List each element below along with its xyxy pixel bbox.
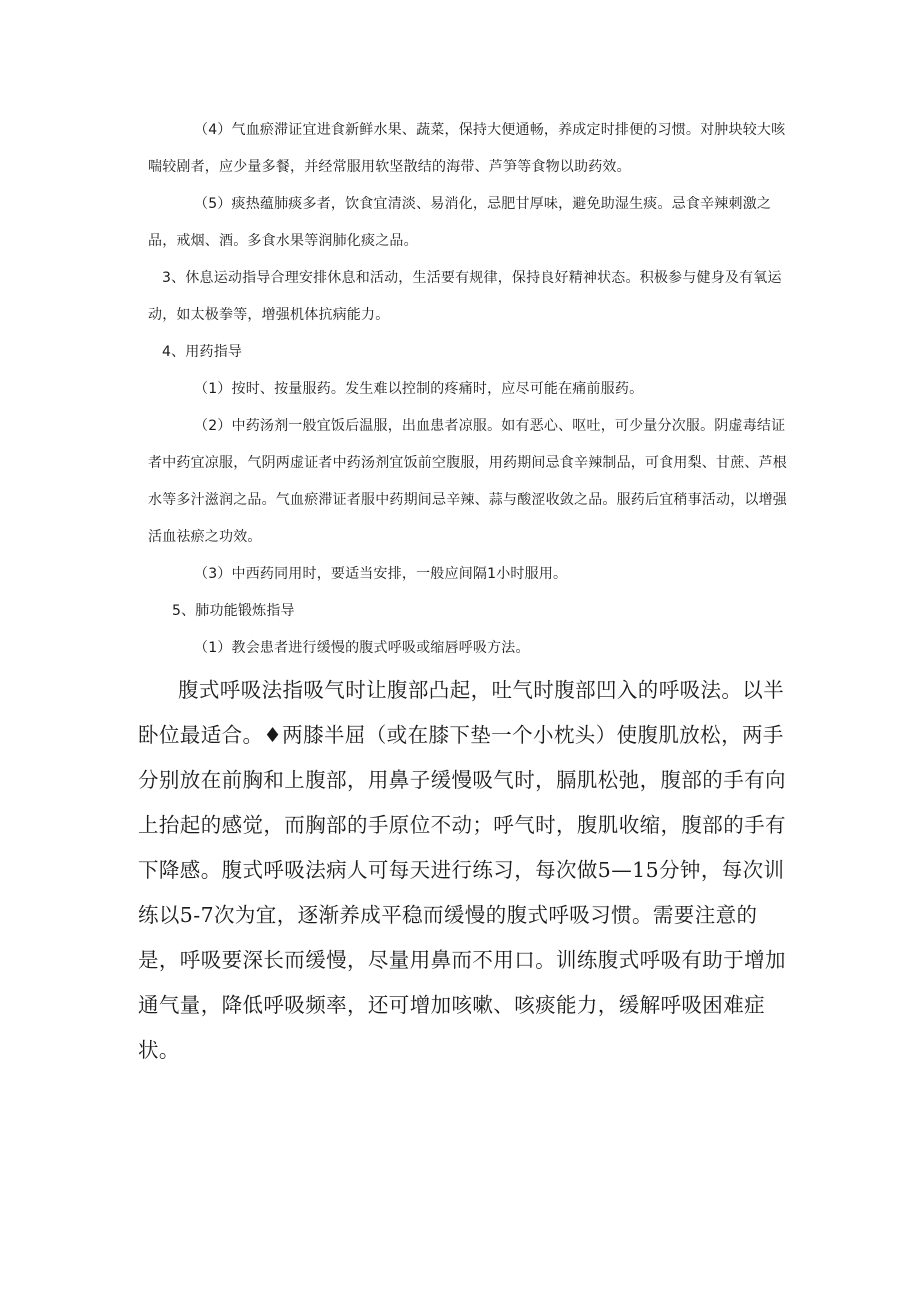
section-heading-medication: 4、用药指导 — [162, 344, 243, 360]
paragraph-diet-qi-blood-stasis: （4）气血瘀滞证宜进食新鲜水果、蔬菜，保持大便通畅，养成定时排便的习惯。对肿块较大咳喘较剧者，应少量多餐，并经常服用软坚散结的海带、芦笋等食物以助药效。 — [148, 122, 786, 175]
paragraph-rest-exercise: 3、休息运动指导合理安排休息和活动，生活要有规律，保持良好精神状态。积极参与健身及有氧运动，如太极拳等，增强机体抗病能力。 — [148, 270, 782, 323]
paragraph-medication-2: （2）中药汤剂一般宜饭后温服，出血患者凉服。如有恶心、呕吐，可少量分次服。阴虚毒结证者中药宜凉服，气阴两虚证者中药汤剂宜饭前空腹服，用药期间忌食辛辣制品，可食用梨、甘蔗、芦根水等多汁滋润之品。气血瘀滞证者服中药期间忌辛辣、蒜与酸涩收敛之品。服药后宜稍事活动，以增强活血祛瘀之功效。 — [148, 418, 787, 545]
section-heading-lung-function: 5、肺功能锻炼指导 — [172, 603, 295, 619]
paragraph-medication-3: （3）中西药同用时，要适当安排，一般应间隔1小时服用。 — [194, 566, 568, 582]
paragraph-diet-phlegm-heat: （5）痰热蕴肺痰多者，饮食宜清淡、易消化，忌肥甘厚味，避免助湿生痰。忌食辛辣刺激之品，戒烟、酒。多食水果等润肺化痰之品。 — [148, 196, 772, 249]
paragraph-medication-1: （1）按时、按量服药。发生难以控制的疼痛时，应尽可能在痛前服药。 — [194, 381, 644, 397]
paragraph-abdominal-breathing: 腹式呼吸法指吸气时让腹部凸起，吐气时腹部凹入的呼吸法。以半卧位最适合。♦两膝半屈（或在膝下垫一个小枕头）使腹肌放松，两手分别放在前胸和上腹部，用鼻子缓慢吸气时，膈肌松弛，腹部的手有向上抬起的感觉，而胸部的手原位不动；呼气时，腹肌收缩，腹部的手有下降感。腹式呼吸法病人可每天进行练习，每次做5—15分钟，每次训练以5-7次为宜，逐渐养成平稳而缓慢的腹式呼吸习惯。需要注意的是，呼吸要深长而缓慢，尽量用鼻而不用口。训练腹式呼吸有助于增加通气量，降低呼吸频率，还可增加咳嗽、咳痰能力，缓解呼吸困难症状。 — [138, 678, 786, 1062]
paragraph-lung-function-1: （1）教会患者进行缓慢的腹式呼吸或缩唇呼吸方法。 — [194, 640, 530, 656]
